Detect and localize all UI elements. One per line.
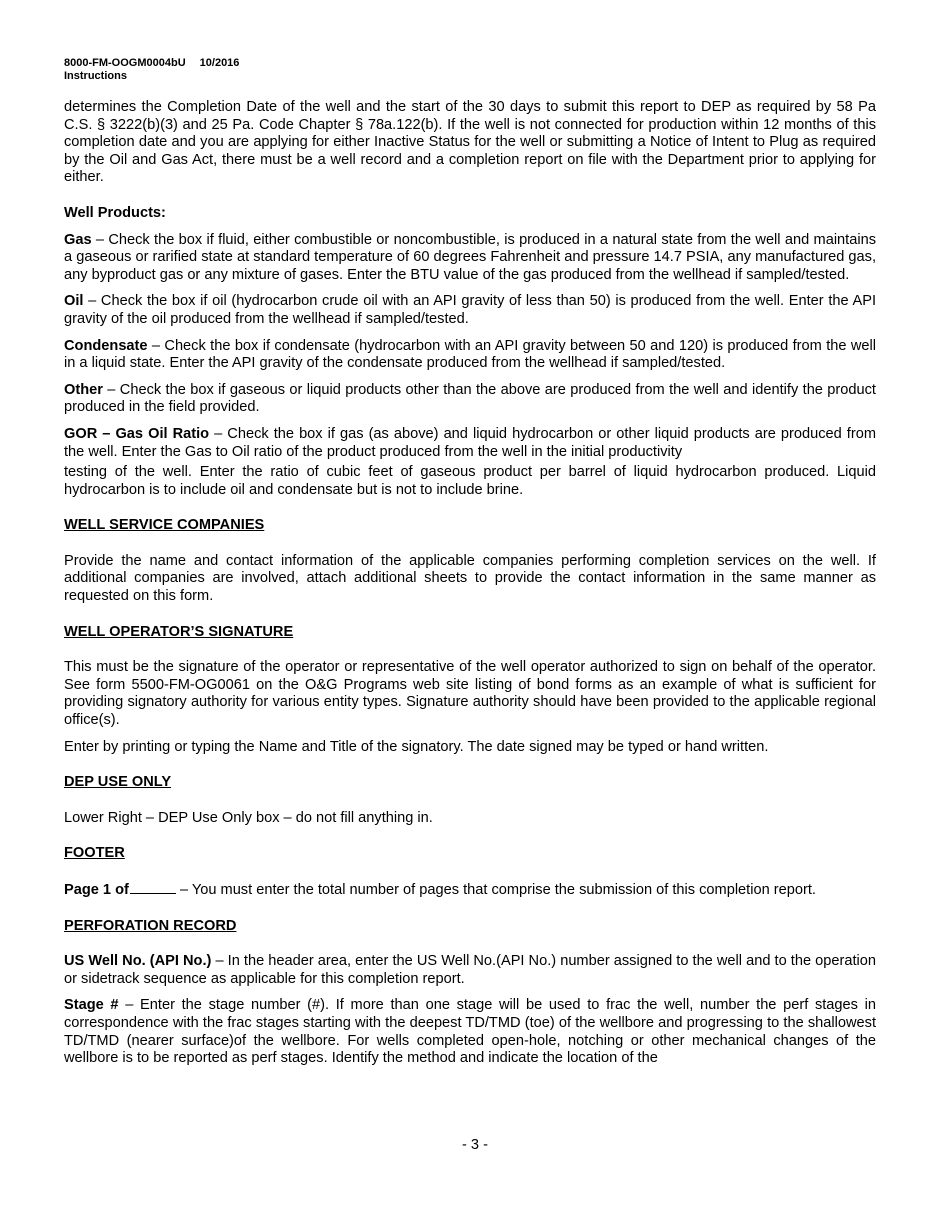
stage-text: – Enter the stage number (#). If more than one stage will be used to frac the well, number the perf stages in correspondence with the frac stages starting with the deepest TD/TMD (toe) of the wellbore and progressing to the shallowest TD/TMD (nearer surface)of the wellbore. For wells completed open-hole, notching or other mechanical changes of the wellbore is to be reported as perf stages. Identify the method and indicate the location of the — [64, 997, 877, 1067]
oil-text: – Check the box if oil (hydrocarbon crude oil with an API gravity of less than 50) is produced from the well. Enter the API gravity of the oil produced from the wellhead if sampled/tested. — [64, 293, 876, 327]
page-number: - 3 - — [462, 1137, 488, 1153]
dep-use-paragraph: Lower Right – DEP Use Only box – do not fill anything in. — [64, 809, 433, 826]
document-page — [64, 57, 876, 1068]
us-well-text: – In the header area, enter the US Well No.(API No.) number assigned to the well and to the operation or sidetrack sequence as applicable for this completion report. — [64, 953, 876, 987]
gas-term: Gas — [64, 231, 92, 248]
stage-term: Stage # — [64, 997, 119, 1014]
footer-paragraph — [64, 881, 876, 900]
oil-term: Oil — [64, 293, 84, 310]
well-service-paragraph: Provide the name and contact information of the applicable companies performing completion services on the well. If additional companies are involved, attach additional sheets to provide the contact information in the same manner as requested on this form. — [64, 552, 876, 605]
footer-heading: FOOTER — [64, 845, 125, 862]
gas-paragraph — [64, 232, 876, 285]
gor-paragraph-continued: testing of the well. Enter the ratio of cubic feet of gaseous product per barrel of liquid hydrocarbon produced. Liquid hydrocarbon is to include oil and condensate but is not to include brine. — [64, 464, 876, 498]
footer-text: – You must enter the total number of pages that comprise the submission of this completion report. — [175, 882, 816, 898]
signature-paragraph: This must be the signature of the operator or representative of the well operator authorized to sign on behalf of the operator. See form 5500-FM-OG0061 on the O&G Programs web site listing of bond forms as an example of what is sufficient for providing signatory authority for various entity types. Signature authority should have been provided to the applicable regional office(s). — [64, 659, 876, 729]
other-term: Other — [64, 381, 103, 398]
doc-type: Instructions — [64, 70, 127, 82]
gor-text: – Check the box if gas (as above) and liquid hydrocarbon or other liquid products are produced from the well. Enter the Gas to Oil ratio of the product produced from the well in the initial productivity — [64, 425, 876, 460]
form-date: 10/2016 — [199, 57, 240, 69]
oil-paragraph — [64, 293, 876, 328]
page-of-term: Page 1 of — [64, 882, 129, 898]
stage-paragraph — [64, 997, 876, 1067]
well-products-heading: Well Products: — [64, 204, 166, 221]
perforation-heading: PERFORATION RECORD — [64, 917, 237, 934]
gor-term: GOR – Gas Oil Ratio — [64, 425, 210, 442]
well-service-heading: WELL SERVICE COMPANIES — [64, 517, 265, 534]
us-well-term: US Well No. (API No.) — [64, 953, 212, 970]
gas-text: – Check the box if fluid, either combustible or noncombustible, is produced in a natural state from the well and maintains a gaseous or rarified state at standard temperature of 60 degrees Fahrenheit and pressure 14.7 PSIA, any manufactured gas, any byproduct gas or any mixture of gases. Enter the BTU value of the gas produced from the wellhead if sampled/tested. — [64, 231, 876, 283]
other-text: – Check the box if gaseous or liquid products other than the above are produced from the well and identify the product produced in the field provided. — [64, 381, 876, 416]
page-count-blank — [130, 881, 176, 894]
form-id: 8000-FM-OOGM0004bU — [64, 57, 186, 69]
signature-paragraph-2: Enter by printing or typing the Name and Title of the signatory. The date signed may be typed or hand written. — [64, 738, 769, 755]
us-well-paragraph — [64, 953, 876, 988]
condensate-term: Condensate — [64, 337, 148, 354]
gor-paragraph — [64, 426, 876, 461]
dep-use-heading: DEP USE ONLY — [64, 774, 172, 791]
intro-paragraph: determines the Completion Date of the well and the start of the 30 days to submit this report to DEP as required by 58 Pa C.S. § 3222(b)(3) and 25 Pa. Code Chapter § 78a.122(b). If the well is not connected for production within 12 months of this completion date and you are applying for either Inactive Status for the well or submitting a Notice of Intent to Plug as required by the Oil and Gas Act, there must be a well record and a completion report on file with the Department prior to applying for either. — [64, 99, 876, 186]
signature-heading: WELL OPERATOR’S SIGNATURE — [64, 623, 294, 640]
condensate-paragraph — [64, 338, 876, 373]
form-header — [64, 57, 876, 83]
condensate-text: – Check the box if condensate (hydrocarbon with an API gravity between 50 and 120) is produced from the well in a liquid state. Enter the API gravity of the condensate produced from the wellhead if sampled/tested. — [64, 337, 876, 372]
other-paragraph — [64, 382, 876, 417]
